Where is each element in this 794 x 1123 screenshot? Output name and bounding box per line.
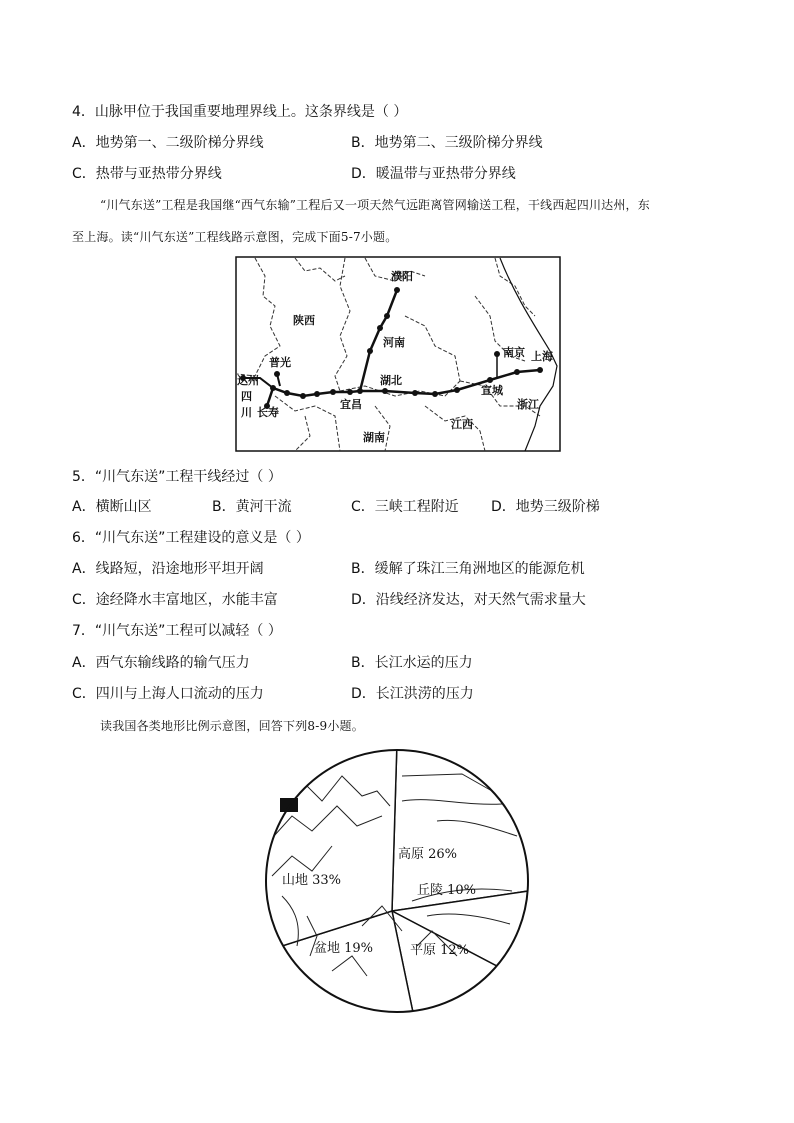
pie-label-mountain: 山地 33% bbox=[282, 873, 342, 888]
intro-terrain: 读我国各类地形比例示意图，回答下列8-9小题。 bbox=[100, 719, 364, 733]
q4-option-c[interactable]: C．热带与亚热带分界线 bbox=[72, 166, 222, 182]
terrain-pie-chart bbox=[262, 746, 532, 1016]
q6-option-b[interactable]: B．缓解了珠江三角洲地区的能源危机 bbox=[351, 561, 585, 577]
q7-option-c[interactable]: C．四川与上海人口流动的压力 bbox=[72, 686, 264, 702]
q6-option-c[interactable]: C．途经降水丰富地区，水能丰富 bbox=[72, 592, 278, 608]
pie-label-plain: 平原 12% bbox=[410, 943, 470, 958]
map-label-nanjing: 南京 bbox=[503, 346, 525, 359]
map-label-jiangxi: 江西 bbox=[451, 418, 473, 431]
map-label-hubei: 湖北 bbox=[380, 374, 402, 387]
intro-paragraph-line2: 至上海。读“川气东送”工程线路示意图，完成下面5-7小题。 bbox=[72, 230, 398, 244]
map-label-shaanxi: 陕西 bbox=[293, 314, 315, 327]
map-label-si: 四 bbox=[241, 390, 252, 403]
q5-stem: 5．“川气东送”工程干线经过（ ） bbox=[72, 469, 282, 485]
map-label-changshou: 长寿 bbox=[257, 406, 279, 419]
map-label-puguang: 普光 bbox=[269, 356, 291, 369]
q7-option-b[interactable]: B．长江水运的压力 bbox=[351, 655, 473, 671]
q7-option-a[interactable]: A．西气东输线路的输气压力 bbox=[72, 655, 250, 671]
q4-option-a[interactable]: A．地势第一、二级阶梯分界线 bbox=[72, 135, 264, 151]
q7-option-d[interactable]: D．长江洪涝的压力 bbox=[351, 686, 474, 702]
q6-option-d[interactable]: D．沿线经济发达，对天然气需求量大 bbox=[351, 592, 586, 608]
pie-label-plateau: 高原 26% bbox=[398, 847, 458, 862]
map-label-xuancheng: 宣城 bbox=[481, 384, 503, 397]
pipeline-map bbox=[235, 256, 561, 452]
map-label-yichang: 宜昌 bbox=[340, 398, 362, 411]
map-label-chuan: 川 bbox=[241, 406, 252, 419]
q6-stem: 6．“川气东送”工程建设的意义是（ ） bbox=[72, 530, 310, 546]
q7-stem: 7．“川气东送”工程可以减轻（ ） bbox=[72, 623, 282, 639]
pie-label-basin: 盆地 19% bbox=[314, 941, 374, 956]
map-label-dazhou: 达州 bbox=[237, 374, 259, 387]
map-label-zhejiang: 浙江 bbox=[517, 398, 539, 411]
map-label-hunan: 湖南 bbox=[363, 431, 385, 444]
map-label-puyang: 濮阳 bbox=[391, 270, 413, 283]
q6-option-a[interactable]: A．线路短，沿途地形平坦开阔 bbox=[72, 561, 264, 577]
q4-stem: 4．山脉甲位于我国重要地理界线上。这条界线是（ ） bbox=[72, 104, 408, 120]
q5-option-a[interactable]: A．横断山区 bbox=[72, 499, 152, 515]
q5-option-d[interactable]: D．地势三级阶梯 bbox=[491, 499, 600, 515]
map-label-henan: 河南 bbox=[383, 336, 405, 349]
q4-option-d[interactable]: D．暖温带与亚热带分界线 bbox=[351, 166, 516, 182]
q4-option-b[interactable]: B．地势第二、三级阶梯分界线 bbox=[351, 135, 543, 151]
terrain-sketch-building bbox=[280, 798, 298, 812]
pie-label-hills: 丘陵 10% bbox=[417, 883, 477, 898]
q5-option-c[interactable]: C．三峡工程附近 bbox=[351, 499, 459, 515]
intro-paragraph-line1: “川气东送”工程是我国继“西气东输”工程后又一项天然气远距离管网输送工程，干线西起四川达州，东 bbox=[100, 198, 650, 212]
q5-option-b[interactable]: B．黄河干流 bbox=[212, 499, 292, 515]
map-label-shanghai: 上海 bbox=[531, 350, 553, 363]
